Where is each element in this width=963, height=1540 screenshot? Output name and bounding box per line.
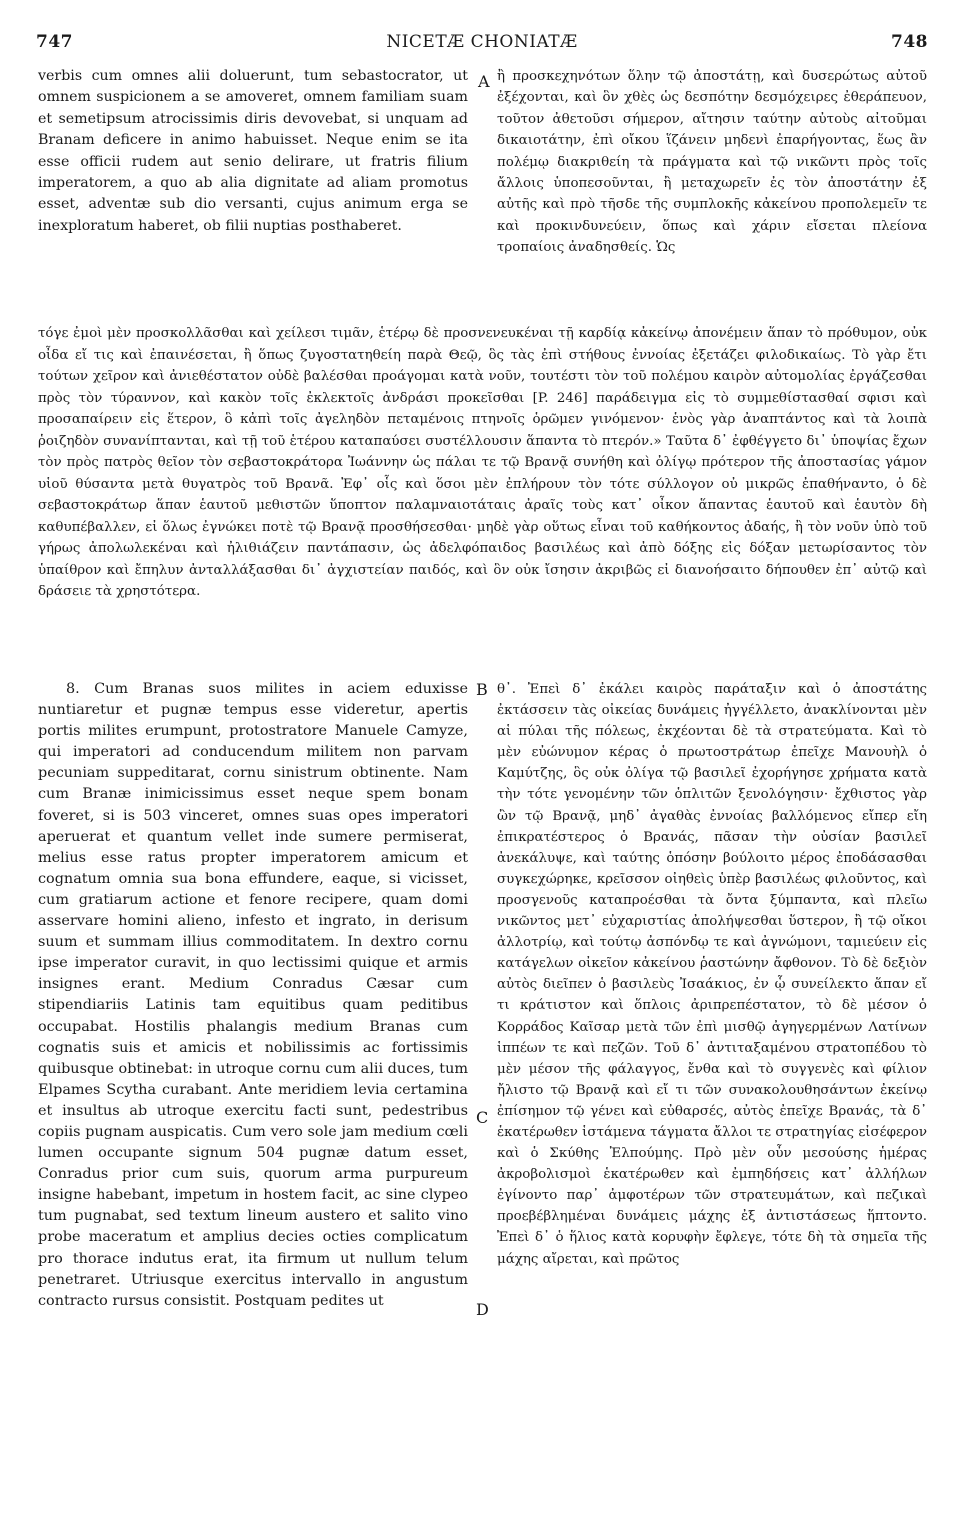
page-number-right: 748 [891, 32, 928, 52]
section-marker-b: B [476, 680, 488, 699]
greek-full-width-block [38, 323, 927, 603]
page-number-left: 747 [36, 32, 73, 52]
page-header [36, 32, 928, 56]
greek-column-top [497, 66, 927, 259]
latin-paragraph-main: 8. Cum Branas suos milites in aciem eduxisse nuntiaretur et pugnæ tempus esse videretur, apertis portis milites erumpunt, protostratore Manuele Camyze, qui imperatori ad conducendum militem non parvam pecuniam suppeditarat, cornu sinistrum obtinente. Nam cum Branæ inimicissimus esset neque spem bonam foveret, si is 503 vinceret, omnes suas opes imperatori aperuerat et quantum vellet inde sumere permiserat, melius esse ratus propter imperatorem amicum et cognatum omnia sua bona effundere, eaque, si vicisset, cum gratiarum actione et fenore recipere, quam domi asservare homini alieno, infesto et ingrato, in derisum suum et summam illius commoditatem. In dextro cornu ipse imperator curavit, in quo lectissimi quique et armis insignes erant. Medium Conradus Cæsar cum stipendiariis Latinis tam equitibus quam peditibus occupabat. Hostilis phalangis medium Branas cum cognatis suis et amicis et nobilissimis ac fortissimis quibusque obtinebat: in utroque cornu cum alii duces, tum Elpames Scytha curabant. Ante meridiem levia certamina et insultus ab utroque exercitu facti sunt, pedestribus copiis pugnam auspicatis. Cum vero sole jam medium cœli lumen occupante signum 504 pugnæ datum esset, Conradus prior cum suis, quorum arma purpureum insigne habebant, impetum in hostem facit, ac sine clypeo tum pugnabat, sed textum lineum austero et salito vino probe maceratum et amplius decies octies complicatum pro thorace indutus erat, ita firmum ut nullum telum penetraret. Utriusque exercitus intervallo in angustum contracto rursus consistit. Postquam pedites ut [38, 681, 468, 1309]
latin-paragraph-top: verbis cum omnes alii doluerunt, tum sebastocrator, ut omnem suspicionem a se amoveret, omnem familiam suam et semetipsum atrocissimis diris devovebat, si unquam ad Branam deficere in animo habuisset. Neque enim se ita esse officii rudem aut senio delirare, ut fratris filium imperatorem, a quo ab alia dignitate ad aliam promotus esset, adventæ sub dio versanti, cujus animum erga se inexploratum haberet, ob filii nuptias posthaberet. [38, 68, 468, 234]
greek-column-main [497, 679, 927, 1270]
latin-column-main [38, 679, 468, 1312]
section-marker-a: A [478, 72, 490, 91]
running-title: NICETÆ CHONIATÆ [386, 32, 578, 52]
section-marker-d: D [476, 1300, 489, 1319]
section-marker-c: C [476, 1108, 489, 1127]
greek-paragraph-full: τόγε ἐμοὶ μὲν προσκολλᾶσθαι καὶ χείλεσι τιμᾶν, ἑτέρῳ δὲ προσνενευκέναι τῇ καρδίᾳ κἀκείνῳ ἀπονέμειν ἅπαν τὸ πρόθυμον, οὐκ οἶδα εἴ τις καὶ ἐπαινέσεται, ἢ ὅπως ζυγοστατηθείη παρὰ Θεῷ, ὃς τὰς ἐπὶ στήθους ἐννοίας ἐξετάζει φιλοδικαίως. Τὸ γὰρ ἔτι τούτων χεῖρον καὶ ἀνιεθέστατον οὐδὲ βαλέσθαι προάγομαι κατὰ νοῦν, τουτέστι τὸν τοῦ πολέμου καιρὸν αὐτομολίας ἐργάζεσθαι πρὸς τὸν τύραννον, καὶ κακὸν τοῖς ἐκλεκτοῖς ἀνδράσι προκεῖσθαι [P. 246] παράδειγμα εἰς τὸ συμμεθίστασθαί σφισι καὶ προσαπαίρειν εἰς ἕτερον, ὃ κἀπὶ τοῖς ἀγεληδὸν πεταμένοις πτηνοῖς ὁρῶμεν γινόμενον· ἑνὸς γὰρ ἀναπτάντος καὶ τὰ λοιπὰ ῥοιζηδὸν συνανίπτανται, καὶ τῇ τοῦ ἑτέρου καταπαύσει συστέλλουσιν ἅπαντα τὸ πτερόν.» Ταῦτα δ᾽ ἐφθέγγετο δι᾽ ὑποψίας ἔχων τὸν πρὸς πατρὸς θεῖον τὸν σεβαστοκράτορα Ἰωάννην ὡς πάλαι τε τῷ Βρανᾷ συνήθη καὶ ὀλίγῳ πρότερον τῆς ἀποστασίας γάμον υἱοῦ θύσαντα μετὰ θυγατρὸς τοῦ Βρανᾶ. Ἐφ᾽ οἷς καὶ ὅσοι μὲν ἐπλήρουν τὸν τότε σύλλογον οὐ μικρῶς ἐπαθήναντο, ὁ δὲ σεβαστοκράτωρ ἅπαν ἑαυτοῦ μεθιστῶν ὕποπτον παλαμναιοτάταις ἀραῖς τοὺς κατ᾽ οἶκον ἅπαντας ἑαυτοῦ καὶ ἑαυτὸν δὴ καθυπέβαλλεν, εἰ ὅλως ἐγνώκει ποτὲ τῷ Βρανᾷ προσθήσεσθαι· μηδὲ γὰρ οὕτως εἶναι τοῦ καθήκοντος ἀδαής, ἢ τὸν νοῦν ὑπὸ τοῦ γήρως ἀπολωλεκέναι καὶ ἠλιθιάζειν παντάπασιν, ὡς ἀδελφόπαιδος βασιλέως καὶ ἀπὸ δόξης εἰς δόξαν μετωρίσαντος τὸν ὑπαίθρον καὶ ἔπηλυν ἀνταλλάξασθαι δι᾽ ἀγχιστείαν παιδός, καὶ ὃν οὐκ ἴσησιν ἀκριβῶς εἰ διανοήσαιτο δήπουθεν ἐπ᾽ αὐτῷ καὶ δράσειε τὰ χρηστότερα. [38, 326, 927, 599]
greek-paragraph-top: ἢ προσκεχηνότων ὅλην τῷ ἀποστάτῃ, καὶ δυσερώτως αὐτοῦ ἐξέχονται, καὶ ὃν χθὲς ὡς δεσπότην δεσμόχειρες ἐθεράπευον, τοῦτον ἀθετοῦσι σήμερον, αἴτησιν ταύτην αὐτοὺς αἰτοῦμαι δικαιοτάτην, ἐπὶ οἴκου ἵζάνειν μηδενὶ ἐπαρήγοντας, ἕως ἂν πολέμῳ διακριθείη τὰ πράγματα καὶ τῷ νικῶντι πρὸς τοῖς ἄλλοις ὑποπεσοῦνται, ἢ μεταχωρεῖν ἐς τὸν ἀποστάτην ἐξ αὐτῆς καὶ πρὸ τῆσδε τῆς συμπλοκῆς κἀκείνου προπολεμεῖν τε καὶ προκινδυνεύειν, ὅπως καὶ χάριν εἴσεται πλείονα τροπαίοις ἀναδησθείς. Ὡς [497, 69, 927, 256]
greek-paragraph-main: θ᾽. Ἐπεὶ δ᾽ ἐκάλει καιρὸς παράταξιν καὶ ὁ ἀποστάτης ἐκτάσσειν τὰς οἰκείας δυνάμεις ἠγγέλλετο, ἀνακλίνονται μὲν αἱ πύλαι τῆς πόλεως, ἐκχέονται δὲ τὰ στρατεύματα. Καὶ τὸ μὲν εὐώνυμον κέρας ὁ πρωτοστράτωρ ἐπεῖχε Μανουὴλ ὁ Καμύτζης, ὃς οὐκ ὀλίγα τῷ βασιλεῖ ἐχορήγησε χρήματα κατὰ τὴν τότε γενομένην τῶν ὁπλιτῶν ξενολόγησιν· ἔχθιστος γὰρ ὢν τῷ Βρανᾷ, μηδ᾽ ἀγαθὰς ἐννοίας βαλλόμενος εἴπερ εἴη ἐπικρατέστερος ὁ Βρανάς, πᾶσαν τὴν οὐσίαν βασιλεῖ ἀνεκάλυψε, καὶ ταύτης ὁπόσην βούλοιτο μέρος ἐποδάσασθαι συγκεχώρηκε, κρεῖσσον οἰηθεὶς ὑπὲρ βασιλέως φιλοῦντος, καὶ προσγενοῦς καταπροέσθαι τὰ ὄντα ξύμπαντα, καὶ πλεῖω νικῶντος μετ᾽ εὐχαριστίας ἀπολήψεσθαι ὕστερον, ἢ τῷ οἴκοι ἀλλοτρίῳ, καὶ τούτῳ ἀσπόνδῳ τε καὶ ἀγνώμονι, ταμιεύειν εἰς κατάγελων οἰκεῖον κἀκείνου ῥαστώνην ἄφθονον. Τὸ δὲ δεξιὸν αὐτὸς διεῖπεν ὁ βασιλεὺς Ἰσαάκιος, ἐν ᾧ συνείλεκτο ἅπαν εἴ τι κράτιστον καὶ ὅπλοις ἀριπρεπέστατον, τὸ δὲ μέσον ὁ Κορράδος Καῖσαρ μετὰ τῶν ἐπὶ μισθῷ ἀγηγερμένων Λατίνων ἱππέων τε καὶ πεζῶν. Τοῦ δ᾽ ἀντιταξαμένου στρατοπέδου τὸ μὲν μέσον τῆς φάλαγγος, ἔνθα καὶ τὸ συγγενὲς καὶ φίλιον ἤλιστο τῷ Βρανᾷ καὶ εἴ τι τῶν συνακολουθησάντων ἐκείνῳ ἐπίσημον τῷ γένει καὶ εὐθαρσές, αὐτὸς ἐπεῖχε Βρανάς, τὰ δ᾽ ἑκατέρωθεν ἱστάμενα τάγματα ἄλλοι τε στρατηγίας εἰσέφερον καὶ ὁ Σκύθης Ἐλπούμης. Πρὸ μὲν οὖν μεσούσης ἡμέρας ἀκροβολισμοὶ ἑκατέρωθεν καὶ ἐμπηδήσεις κατ᾽ ἀλλήλων ἐγίνοντο παρ᾽ ἀμφοτέρων τῶν στρατευμάτων, καὶ πεζικαὶ προεβέβλημέναι δυνάμεις μάχης ἐξ ἀντιστάσεως ἥπτοντο. Ἐπεὶ δ᾽ ὁ ἥλιος κατὰ κορυφὴν ἔφλεγε, τότε δὴ τὰ σημεῖα τῆς μάχης αἴρεται, καὶ πρῶτος [497, 682, 927, 1267]
latin-column-top [38, 66, 468, 237]
